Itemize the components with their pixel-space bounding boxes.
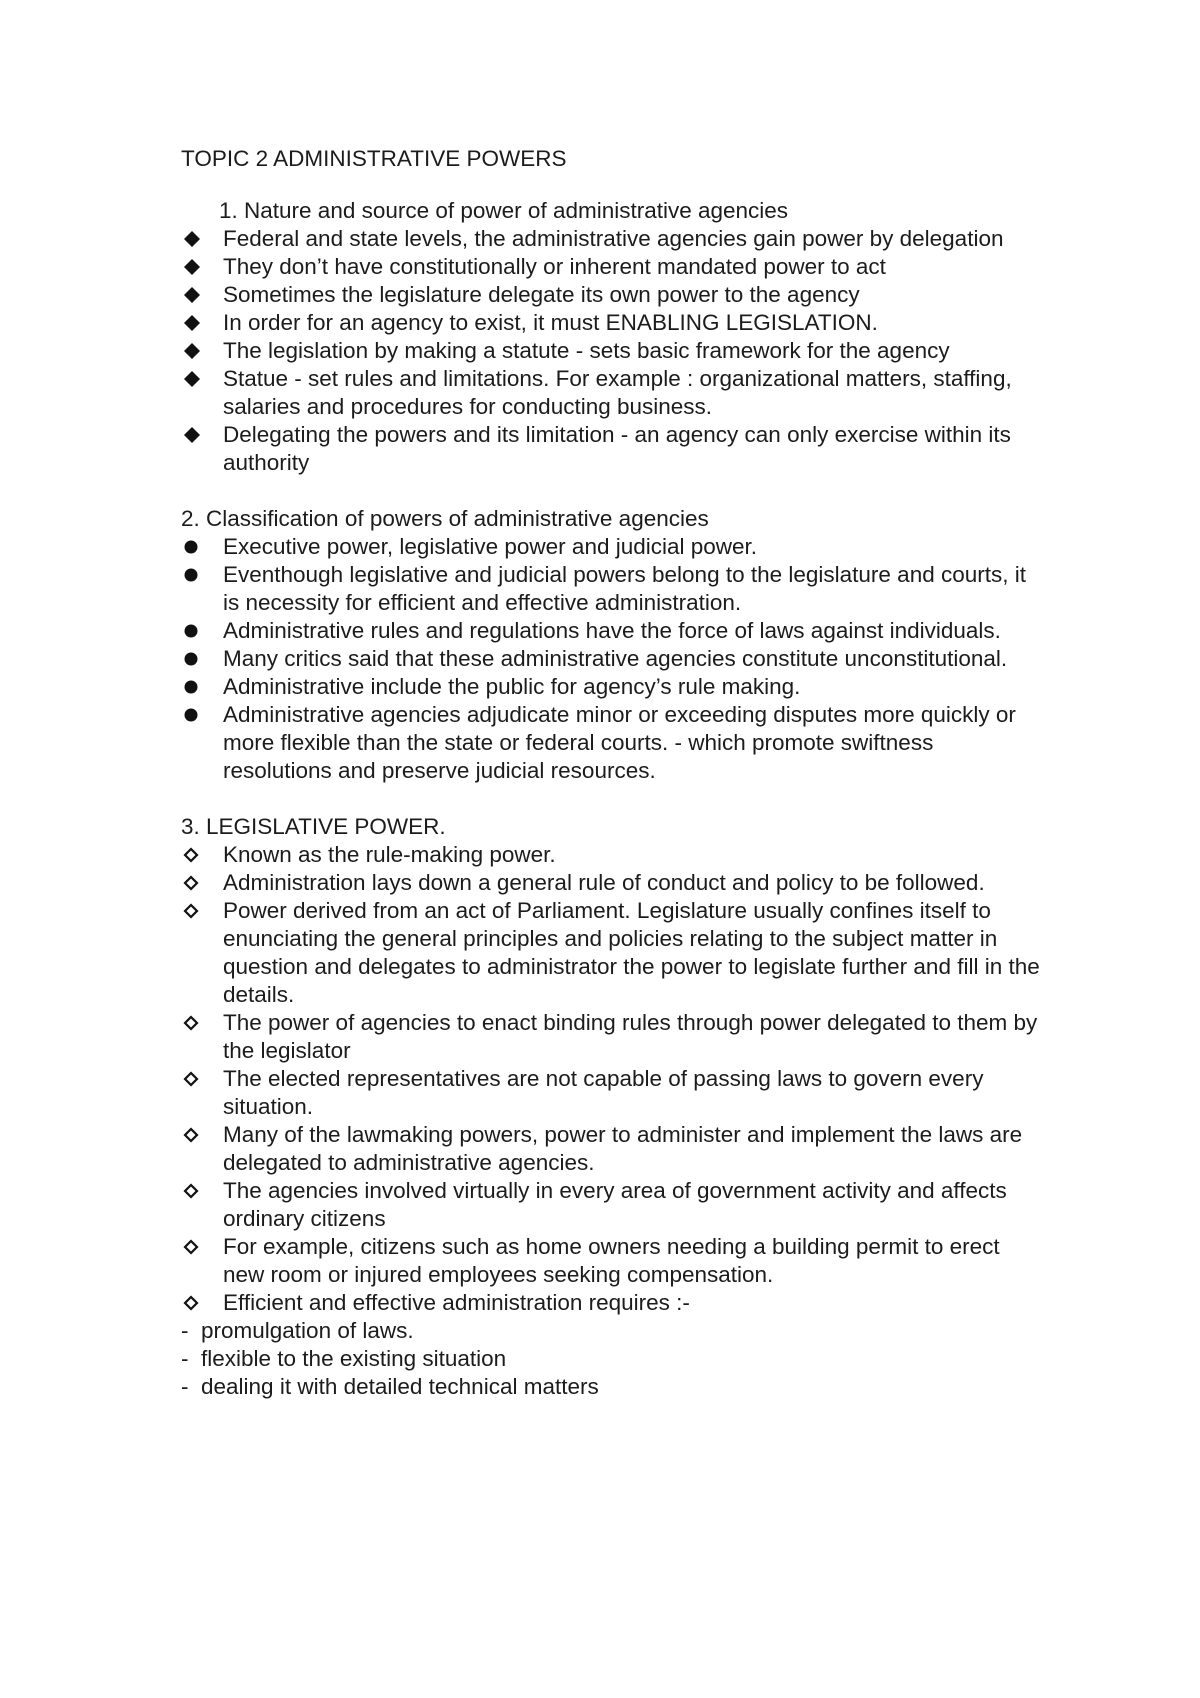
list-item-text: Administrative agencies adjudicate minor or exceeding disputes more quickly or more flexible than the state or federal courts. - which promote swiftness resolutions and preserve judicial resources. xyxy=(223,702,1016,783)
filled-diamond-bullet-icon xyxy=(181,337,203,365)
outline-diamond-bullet-icon xyxy=(181,1233,203,1261)
dash-mark: - xyxy=(181,1346,189,1371)
bullet-list xyxy=(181,533,1041,785)
list-item-text: In order for an agency to exist, it must ENABLING LEGISLATION. xyxy=(223,310,878,335)
filled-diamond-bullet-icon xyxy=(181,309,203,337)
list-item xyxy=(181,1065,1041,1121)
filled-circle-bullet-icon xyxy=(181,561,203,589)
list-item-text: Executive power, legislative power and judicial power. xyxy=(223,534,758,559)
list-item-text: Administrative rules and regulations have the force of laws against individuals. xyxy=(223,618,1001,643)
list-item xyxy=(181,645,1041,673)
list-item xyxy=(181,1009,1041,1065)
list-item xyxy=(181,1177,1041,1233)
list-item-text: Federal and state levels, the administrative agencies gain power by delegation xyxy=(223,226,1004,251)
filled-diamond-bullet-icon xyxy=(181,281,203,309)
outline-diamond-bullet-icon xyxy=(181,1289,203,1317)
dash-list-item xyxy=(181,1373,1041,1401)
outline-diamond-bullet-icon xyxy=(181,1065,203,1093)
filled-diamond-bullet-icon xyxy=(181,225,203,253)
filled-circle-bullet-icon xyxy=(181,673,203,701)
list-item xyxy=(181,1233,1041,1289)
list-item-text: The elected representatives are not capable of passing laws to govern every situation. xyxy=(223,1066,984,1119)
list-item-text: Administrative include the public for agency’s rule making. xyxy=(223,674,801,699)
list-item xyxy=(181,337,1041,365)
document-page xyxy=(181,145,1041,1429)
filled-circle-bullet-icon xyxy=(181,617,203,645)
list-item-text: Known as the rule-making power. xyxy=(223,842,556,867)
dash-list-item-text: dealing it with detailed technical matters xyxy=(201,1374,599,1399)
list-item-text: Many of the lawmaking powers, power to administer and implement the laws are delegated to administrative agencies. xyxy=(223,1122,1023,1175)
section-heading: 2. Classification of powers of administrative agencies xyxy=(181,506,709,531)
list-item-text: They don’t have constitutionally or inherent mandated power to act xyxy=(223,254,886,279)
dash-mark: - xyxy=(181,1318,189,1343)
outline-diamond-bullet-icon xyxy=(181,869,203,897)
bullet-list xyxy=(181,225,1041,477)
filled-diamond-bullet-icon xyxy=(181,365,203,393)
section-legislative-power xyxy=(181,813,1041,1401)
list-item xyxy=(181,309,1041,337)
list-item xyxy=(181,533,1041,561)
list-item xyxy=(181,673,1041,701)
outline-diamond-bullet-icon xyxy=(181,1009,203,1037)
section-nature-source xyxy=(181,197,1041,477)
list-item-text: The legislation by making a statute - sets basic framework for the agency xyxy=(223,338,950,363)
document-title: TOPIC 2 ADMINISTRATIVE POWERS xyxy=(181,146,567,171)
outline-diamond-bullet-icon xyxy=(181,1177,203,1205)
list-item xyxy=(181,869,1041,897)
list-item xyxy=(181,1289,1041,1317)
list-item-text: Statue - set rules and limitations. For example : organizational matters, staffing, salaries and procedures for conducting business. xyxy=(223,366,1012,419)
list-item xyxy=(181,701,1041,785)
dash-list-item xyxy=(181,1317,1041,1345)
filled-circle-bullet-icon xyxy=(181,645,203,673)
filled-diamond-bullet-icon xyxy=(181,253,203,281)
filled-circle-bullet-icon xyxy=(181,701,203,729)
list-item-text: Administration lays down a general rule of conduct and policy to be followed. xyxy=(223,870,985,895)
list-item-text: Sometimes the legislature delegate its own power to the agency xyxy=(223,282,860,307)
outline-diamond-bullet-icon xyxy=(181,841,203,869)
section-heading: 3. LEGISLATIVE POWER. xyxy=(181,814,446,839)
outline-diamond-bullet-icon xyxy=(181,1121,203,1149)
list-item-text: Delegating the powers and its limitation - an agency can only exercise within its authority xyxy=(223,422,1011,475)
dash-list xyxy=(181,1317,1041,1401)
filled-circle-bullet-icon xyxy=(181,533,203,561)
list-item xyxy=(181,421,1041,477)
list-item-text: Power derived from an act of Parliament. Legislature usually confines itself to enunciating the general principles and policies relating to the subject matter in question and delegates to administrator the power to legislate further and fill in the details. xyxy=(223,898,1040,1007)
list-item-text: The power of agencies to enact binding rules through power delegated to them by the legislator xyxy=(223,1010,1038,1063)
bullet-list xyxy=(181,841,1041,1317)
list-item-text: Many critics said that these administrative agencies constitute unconstitutional. xyxy=(223,646,1008,671)
list-item xyxy=(181,253,1041,281)
section-heading: 1. Nature and source of power of administrative agencies xyxy=(219,198,789,223)
list-item xyxy=(181,225,1041,253)
list-item-text: For example, citizens such as home owners needing a building permit to erect new room or injured employees seeking compensation. xyxy=(223,1234,1000,1287)
filled-diamond-bullet-icon xyxy=(181,421,203,449)
list-item xyxy=(181,561,1041,617)
list-item xyxy=(181,281,1041,309)
dash-list-item xyxy=(181,1345,1041,1373)
outline-diamond-bullet-icon xyxy=(181,897,203,925)
list-item xyxy=(181,365,1041,421)
list-item xyxy=(181,841,1041,869)
list-item-text: Eventhough legislative and judicial powers belong to the legislature and courts, it is necessity for efficient and effective administration. xyxy=(223,562,1027,615)
dash-list-item-text: promulgation of laws. xyxy=(201,1318,414,1343)
dash-mark: - xyxy=(181,1374,189,1399)
list-item-text: Efficient and effective administration requires :- xyxy=(223,1290,690,1315)
section-classification xyxy=(181,505,1041,785)
list-item-text: The agencies involved virtually in every area of government activity and affects ordinary citizens xyxy=(223,1178,1007,1231)
list-item xyxy=(181,617,1041,645)
list-item xyxy=(181,897,1041,1009)
dash-list-item-text: flexible to the existing situation xyxy=(201,1346,507,1371)
list-item xyxy=(181,1121,1041,1177)
